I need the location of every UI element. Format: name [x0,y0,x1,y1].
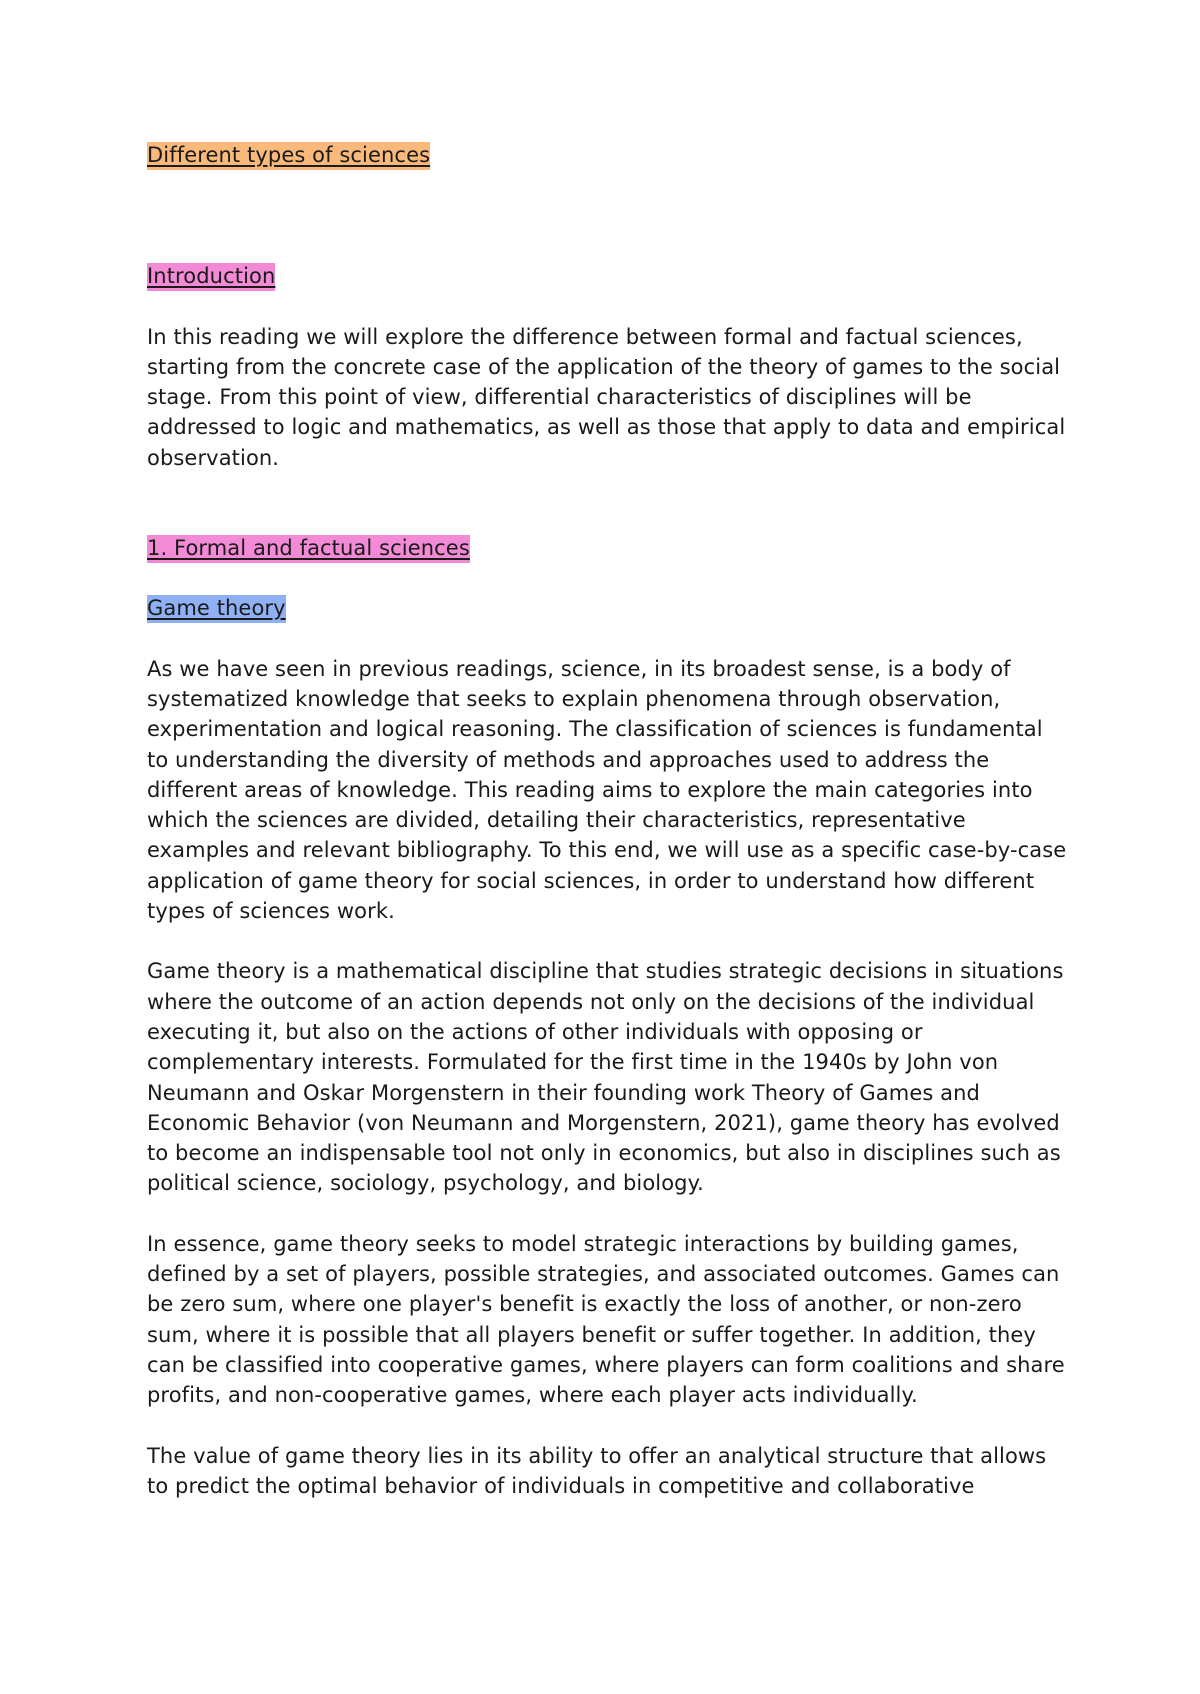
subheading-line [147,593,1067,623]
document-title: Different types of sciences [147,142,430,170]
intro-heading-line [147,261,1067,291]
section-heading-line [147,533,1067,563]
section-heading: 1. Formal and factual sciences [147,535,470,563]
intro-paragraph: In this reading we will explore the difference between formal and factual sciences, starting from the concrete case of the application of the theory of games to the social stage. From this point of view, differential characteristics of disciplines will be addressed to logic and mathematics, as well as those that apply to data and empirical observation. [147,324,1066,470]
body-paragraph: The value of game theory lies in its ability to offer an analytical structure that allows to predict the optimal behavior of individuals in competitive and collaborative [147,1443,1047,1498]
document-body [147,140,1067,1501]
document-title-line [147,140,1067,170]
body-paragraph: As we have seen in previous readings, science, in its broadest sense, is a body of systematized knowledge that seeks to explain phenomena through observation, experimentation and logical reasoning. The classification of sciences is fundamental to understanding the diversity of methods and approaches used to address the different areas of knowledge. This reading aims to explore the main categories into which the sciences are divided, detailing their characteristics, representative examples and relevant bibliography. To this end, we will use as a specific case-by-case application of game theory for social sciences, in order to understand how different types of sciences work. [147,656,1067,924]
body-paragraph: Game theory is a mathematical discipline that studies strategic decisions in situations where the outcome of an action depends not only on the decisions of the individual executing it, but also on the actions of other individuals with opposing or complementary interests. Formulated for the first time in the 1940s by John von Neumann and Oskar Morgenstern in their founding work Theory of Games and Economic Behavior (von Neumann and Morgenstern, 2021), game theory has evolved to become an indispensable tool not only in economics, but also in disciplines such as political science, sociology, psychology, and biology. [147,959,1064,1196]
subheading: Game theory [147,595,286,623]
body-paragraph: In essence, game theory seeks to model strategic interactions by building games, defined by a set of players, possible strategies, and associated outcomes. Games can be zero sum, where one player's benefit is exactly the loss of another, or non-zero sum, where it is possible that all players benefit or suffer together. In addition, they can be classified into cooperative games, where players can form coalitions and share profits, and non-cooperative games, where each player acts individually. [147,1231,1065,1408]
intro-heading: Introduction [147,263,275,291]
